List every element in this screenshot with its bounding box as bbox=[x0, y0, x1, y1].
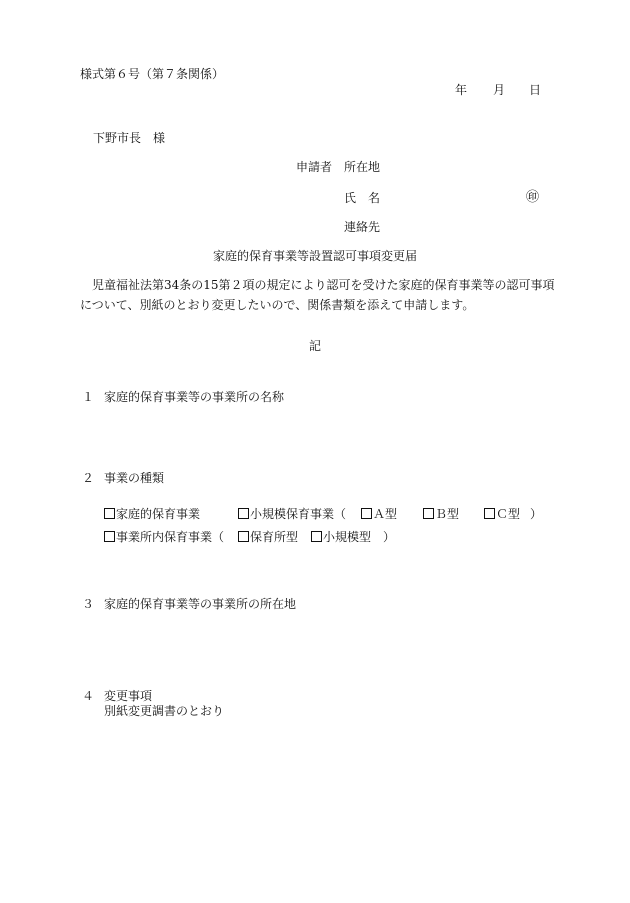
body-paragraph: 児童福祉法第34条の15第２項の規定により認可を受けた家庭的保育事業等の認可事項について、別紙のとおり変更したいので、関係書類を添えて申請します。 bbox=[80, 278, 555, 312]
date-day-label: 日 bbox=[529, 83, 542, 97]
applicant-contact-label: 連絡先 bbox=[344, 220, 381, 234]
option-jigyosho-nai[interactable]: 事業所内保育事業（ bbox=[104, 529, 224, 545]
item-1-number: １ bbox=[82, 390, 95, 404]
option-shokibo-hoiku[interactable]: 小規模保育事業（ bbox=[238, 506, 346, 522]
applicant-contact-line bbox=[0, 219, 630, 235]
item-3-number: ３ bbox=[82, 597, 95, 611]
date-line bbox=[0, 82, 630, 98]
item-1 bbox=[0, 389, 630, 405]
seal-mark-icon: ㊞ bbox=[526, 190, 540, 205]
addressee: 下野市長 様 bbox=[93, 131, 166, 145]
document-title: 家庭的保育事業等設置認可事項変更届 bbox=[212, 249, 417, 263]
date-month-label: 月 bbox=[493, 83, 506, 97]
checkbox-icon[interactable] bbox=[484, 508, 495, 519]
checkbox-icon[interactable] bbox=[423, 508, 434, 519]
ki-heading: 記 bbox=[308, 339, 321, 353]
option-type-a[interactable]: Ａ型 bbox=[361, 506, 397, 522]
option-type-c[interactable]: Ｃ型 bbox=[484, 506, 520, 522]
item-3-label: 家庭的保育事業等の事業所の所在地 bbox=[104, 597, 297, 611]
item-4-label: 変更事項 bbox=[104, 689, 153, 703]
item-1-label: 家庭的保育事業等の事業所の名称 bbox=[104, 390, 285, 404]
item-2-label: 事業の種類 bbox=[104, 471, 165, 485]
checkbox-icon[interactable] bbox=[311, 531, 322, 542]
applicant-role: 申請者 bbox=[296, 160, 333, 174]
applicant-address-line bbox=[0, 159, 630, 175]
row-2-close-paren: ） bbox=[383, 530, 396, 544]
applicant-name-line bbox=[0, 190, 630, 206]
applicant-address-label: 所在地 bbox=[344, 160, 381, 174]
item-4-number: ４ bbox=[82, 689, 95, 703]
checkbox-icon[interactable] bbox=[361, 508, 372, 519]
option-hoikusho-gata[interactable]: 保育所型 bbox=[238, 529, 298, 545]
checkbox-icon[interactable] bbox=[238, 508, 249, 519]
item-3 bbox=[0, 596, 630, 612]
form-number: 様式第６号（第７条関係） bbox=[80, 67, 225, 81]
checkbox-icon[interactable] bbox=[104, 531, 115, 542]
business-type-options-row-2 bbox=[0, 529, 630, 545]
item-4-sub: 別紙変更調書のとおり bbox=[104, 704, 225, 718]
row-1-close-paren: ） bbox=[530, 507, 543, 521]
option-shokibo-gata[interactable]: 小規模型 bbox=[311, 529, 371, 545]
item-2 bbox=[0, 470, 630, 486]
checkbox-icon[interactable] bbox=[104, 508, 115, 519]
applicant-name-label: 氏 名 bbox=[344, 191, 381, 205]
option-type-b[interactable]: Ｂ型 bbox=[423, 506, 459, 522]
business-type-options-row-1 bbox=[0, 506, 630, 522]
item-2-number: ２ bbox=[82, 471, 95, 485]
date-year-label: 年 bbox=[455, 83, 468, 97]
checkbox-icon[interactable] bbox=[238, 531, 249, 542]
item-4 bbox=[0, 688, 630, 704]
option-katei-hoiku[interactable]: 家庭的保育事業 bbox=[104, 506, 200, 522]
